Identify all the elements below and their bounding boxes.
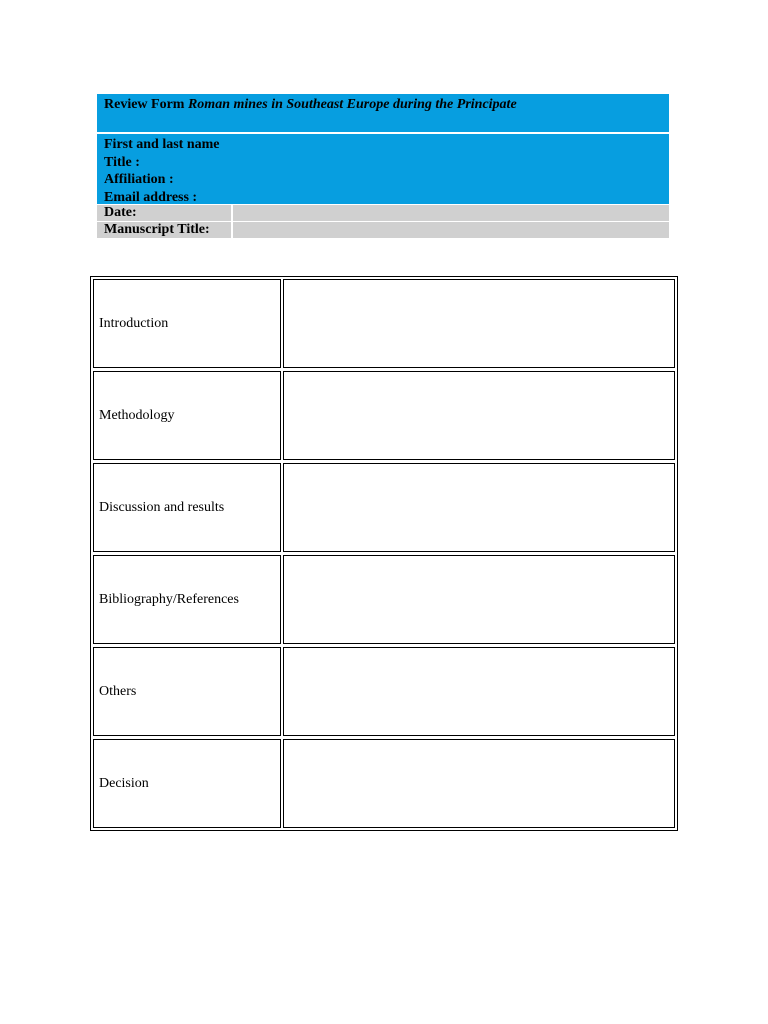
review-row-label: Bibliography/References [93, 555, 281, 644]
introduction-comment-field[interactable] [283, 279, 675, 368]
review-row-bibliography [92, 554, 676, 645]
date-label: Date: [97, 205, 231, 221]
discussion-comment-field[interactable] [283, 463, 675, 552]
form-header [97, 94, 669, 238]
others-comment-field[interactable] [283, 647, 675, 736]
review-table [90, 276, 678, 831]
review-row-label: Decision [93, 739, 281, 828]
manuscript-title-field[interactable] [233, 222, 669, 238]
manuscript-title-label: Manuscript Title: [97, 222, 231, 238]
review-row-introduction [92, 278, 676, 369]
review-row-label: Discussion and results [93, 463, 281, 552]
review-row-discussion [92, 462, 676, 553]
form-title [97, 94, 669, 132]
methodology-comment-field[interactable] [283, 371, 675, 460]
bibliography-comment-field[interactable] [283, 555, 675, 644]
date-row [97, 205, 669, 221]
review-row-others [92, 646, 676, 737]
date-field[interactable] [233, 205, 669, 221]
name-field-label[interactable]: First and last name [104, 137, 220, 152]
title-field-label[interactable]: Title : [104, 154, 140, 170]
form-title-topic: Roman mines in Southeast Europe during the Principate [187, 97, 517, 112]
manuscript-title-row [97, 222, 669, 238]
review-row-label: Methodology [93, 371, 281, 460]
review-row-label: Others [93, 647, 281, 736]
review-row-decision [92, 738, 676, 829]
email-field-label[interactable]: Email address : [104, 189, 198, 205]
form-title-prefix: Review Form [104, 97, 185, 112]
review-row-label: Introduction [93, 279, 281, 368]
review-row-methodology [92, 370, 676, 461]
affiliation-field-label[interactable]: Affiliation : [104, 172, 174, 187]
reviewer-info-block [97, 134, 669, 204]
review-table-body [92, 278, 676, 829]
decision-comment-field[interactable] [283, 739, 675, 828]
